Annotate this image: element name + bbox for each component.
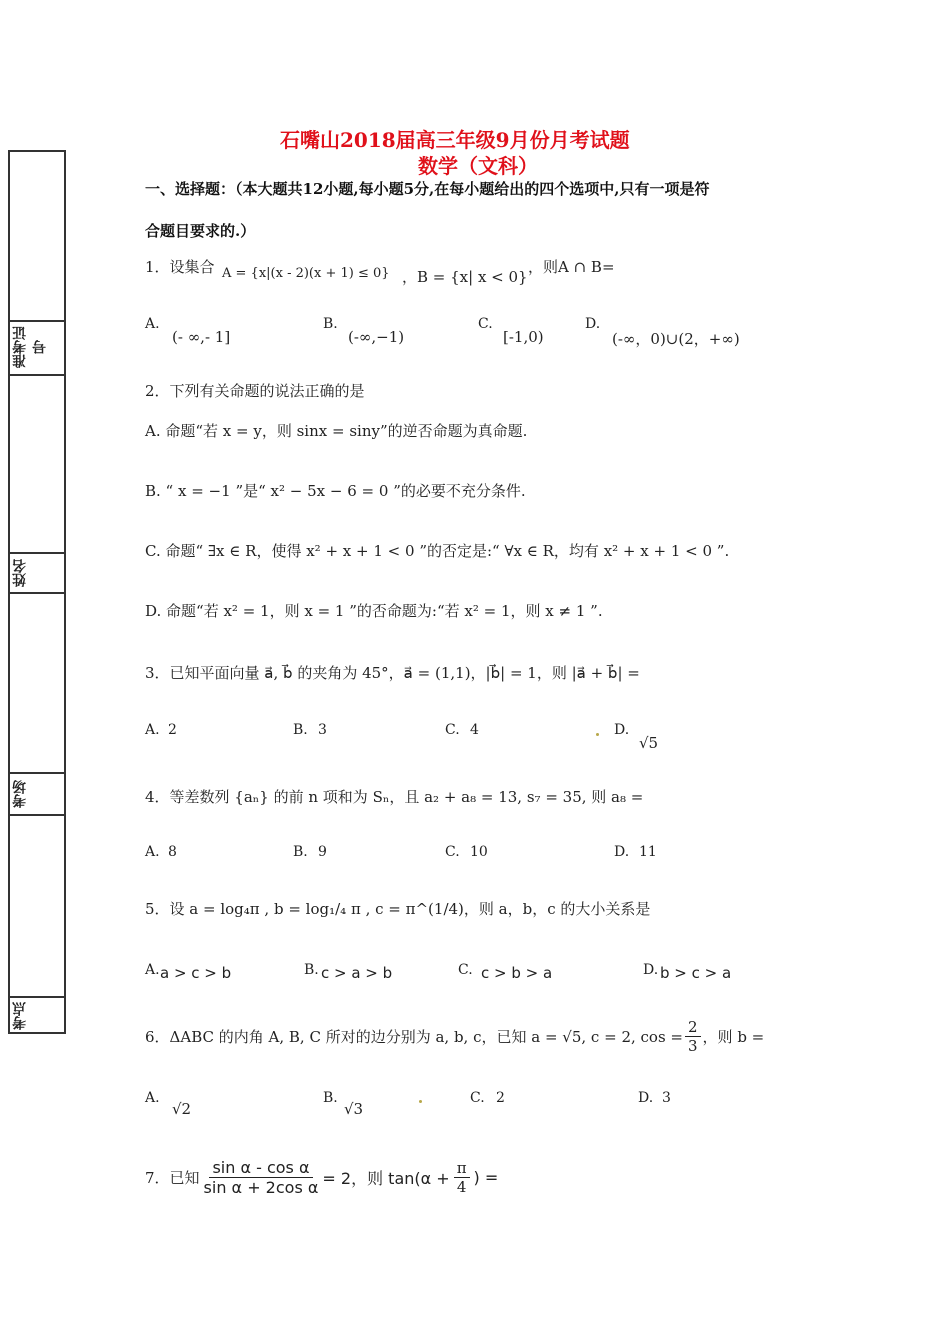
- q1-option-a-label: A.: [145, 316, 160, 332]
- q5-option-c: c > b > a: [481, 964, 553, 982]
- q5-option-b-label: B.: [304, 962, 319, 978]
- q4-option-c: 10: [470, 844, 488, 860]
- q6-stem: [145, 1018, 764, 1055]
- side-label-name: 姓名: [12, 559, 28, 587]
- divider: [10, 374, 64, 376]
- q6-stem-pre: 6．ΔABC 的内角 A, B, C 所对的边分别为 a, b, c，已知 a = √5, c = 2, cos =: [145, 1028, 683, 1046]
- q3-option-a: 2: [168, 722, 177, 738]
- q4-option-d: 11: [639, 844, 657, 860]
- q1-option-b-label: B.: [323, 316, 338, 332]
- side-label-exam-site: 考点: [12, 1002, 28, 1030]
- q2-option-c: C. 命题“ ∃x ∈ R，使得 x² + x + 1 < 0 ”的否定是:“ ∀x ∈ R，均有 x² + x + 1 < 0 ”.: [145, 542, 730, 560]
- stray-dot: [596, 733, 599, 736]
- q1-option-d: (-∞，0)∪(2，+∞): [612, 330, 740, 348]
- q6-option-b: √3: [344, 1100, 364, 1118]
- q6-option-b-label: B.: [323, 1090, 338, 1106]
- q3-option-b-label: B.: [293, 722, 308, 738]
- q3-option-b: 3: [318, 722, 327, 738]
- q4-option-a-label: A.: [145, 844, 160, 860]
- q7-pi-den: 4: [456, 1178, 467, 1196]
- q1-option-c-label: C.: [478, 316, 493, 332]
- q5-option-a-label: A.: [145, 962, 160, 978]
- divider: [10, 814, 64, 816]
- q6-option-c: 2: [496, 1090, 505, 1106]
- q2-option-d: D. 命题“若 x² = 1，则 x = 1 ”的否命题为:“若 x² = 1，则 x ≠ 1 ”.: [145, 602, 603, 620]
- q5-option-c-label: C.: [458, 962, 473, 978]
- divider: [10, 772, 64, 774]
- q3-stem: 3．已知平面向量 a⃗, b⃗ 的夹角为 45°，a⃗ = (1,1)，|b⃗| = 1，则 |a⃗ + b⃗| =: [145, 664, 640, 682]
- page-subtitle: 数学（文科）: [418, 154, 538, 178]
- q4-option-b-label: B.: [293, 844, 308, 860]
- q7-stem-pre: 7．已知: [145, 1169, 200, 1187]
- q5-option-d-label: D.: [643, 962, 659, 978]
- q5-option-d: b > c > a: [660, 964, 732, 982]
- q5-option-b: c > a > b: [321, 964, 393, 982]
- section-heading-cont: 合题目要求的.）: [145, 222, 256, 240]
- q7-frac-num: sin α - cos α: [209, 1158, 312, 1178]
- q5-option-a: a > c > b: [160, 964, 232, 982]
- binding-strip: [8, 150, 66, 1034]
- q4-option-d-label: D.: [614, 844, 630, 860]
- divider: [10, 592, 64, 594]
- q6-option-a-label: A.: [145, 1090, 160, 1106]
- q3-option-c-label: C.: [445, 722, 460, 738]
- q7-pi-fraction: [454, 1159, 470, 1196]
- q3-option-d: √5: [639, 734, 659, 752]
- side-label-exam-number: 准考证号: [12, 326, 48, 368]
- q1-option-d-label: D.: [585, 316, 601, 332]
- q3-option-d-label: D.: [614, 722, 630, 738]
- q2-option-a: A. 命题“若 x = y，则 sinx = siny”的逆否命题为真命题.: [145, 422, 528, 440]
- divider: [10, 552, 64, 554]
- q6-option-a: √2: [172, 1100, 192, 1118]
- q1-option-b: (-∞,−1): [348, 328, 405, 346]
- q5-stem: 5．设 a = log₄π , b = log₁/₄ π , c = π^(1/4)，则 a，b，c 的大小关系是: [145, 900, 651, 918]
- q3-option-a-label: A.: [145, 722, 160, 738]
- q4-option-c-label: C.: [445, 844, 460, 860]
- divider: [10, 996, 64, 998]
- q1-set-b: ，B = {x| x < 0}: [402, 268, 528, 286]
- page-title: 石嘴山2018届高三年级9月份月考试题: [280, 128, 630, 152]
- q2-option-b: B. “ x = −1 ”是“ x² − 5x − 6 = 0 ”的必要不充分条件.: [145, 482, 526, 500]
- q7-mid: = 2，则 tan(α +: [322, 1169, 450, 1188]
- q1-option-c: [-1,0): [503, 328, 544, 346]
- q6-option-c-label: C.: [470, 1090, 485, 1106]
- q7-frac-den: sin α + 2cos α: [203, 1178, 319, 1197]
- divider: [10, 320, 64, 322]
- q6-frac-num: 2: [685, 1018, 701, 1037]
- q4-option-a: 8: [168, 844, 177, 860]
- side-label-exam-room: 考场: [12, 780, 28, 808]
- q1-ask: ，则A ∩ B=: [528, 258, 615, 276]
- q4-option-b: 9: [318, 844, 327, 860]
- q6-stem-post: ，则 b =: [702, 1028, 765, 1046]
- section-heading: 一、选择题：（本大题共12小题,每小题5分,在每小题给出的四个选项中,只有一项是符: [145, 180, 710, 198]
- q7-end: ) =: [473, 1168, 499, 1187]
- q6-option-d: 3: [662, 1090, 671, 1106]
- q1-stem: 1．设集合: [145, 258, 215, 276]
- q1-option-a: (- ∞,- 1]: [172, 328, 231, 346]
- q1-set-a: A = {x|(x - 2)(x + 1) ≤ 0}: [222, 266, 390, 281]
- q7-fraction: [204, 1158, 319, 1197]
- q6-frac-den: 3: [688, 1037, 698, 1055]
- q2-stem: 2．下列有关命题的说法正确的是: [145, 382, 365, 400]
- q7-stem: [145, 1158, 498, 1197]
- stray-dot: [419, 1100, 422, 1103]
- q3-option-c: 4: [470, 722, 479, 738]
- q4-stem: 4．等差数列 {aₙ} 的前 n 项和为 Sₙ，且 a₂ + a₈ = 13, s₇ = 35, 则 a₈ =: [145, 788, 644, 806]
- q6-option-d-label: D.: [638, 1090, 654, 1106]
- q6-fraction: [685, 1018, 701, 1055]
- q7-pi-num: π: [454, 1159, 470, 1178]
